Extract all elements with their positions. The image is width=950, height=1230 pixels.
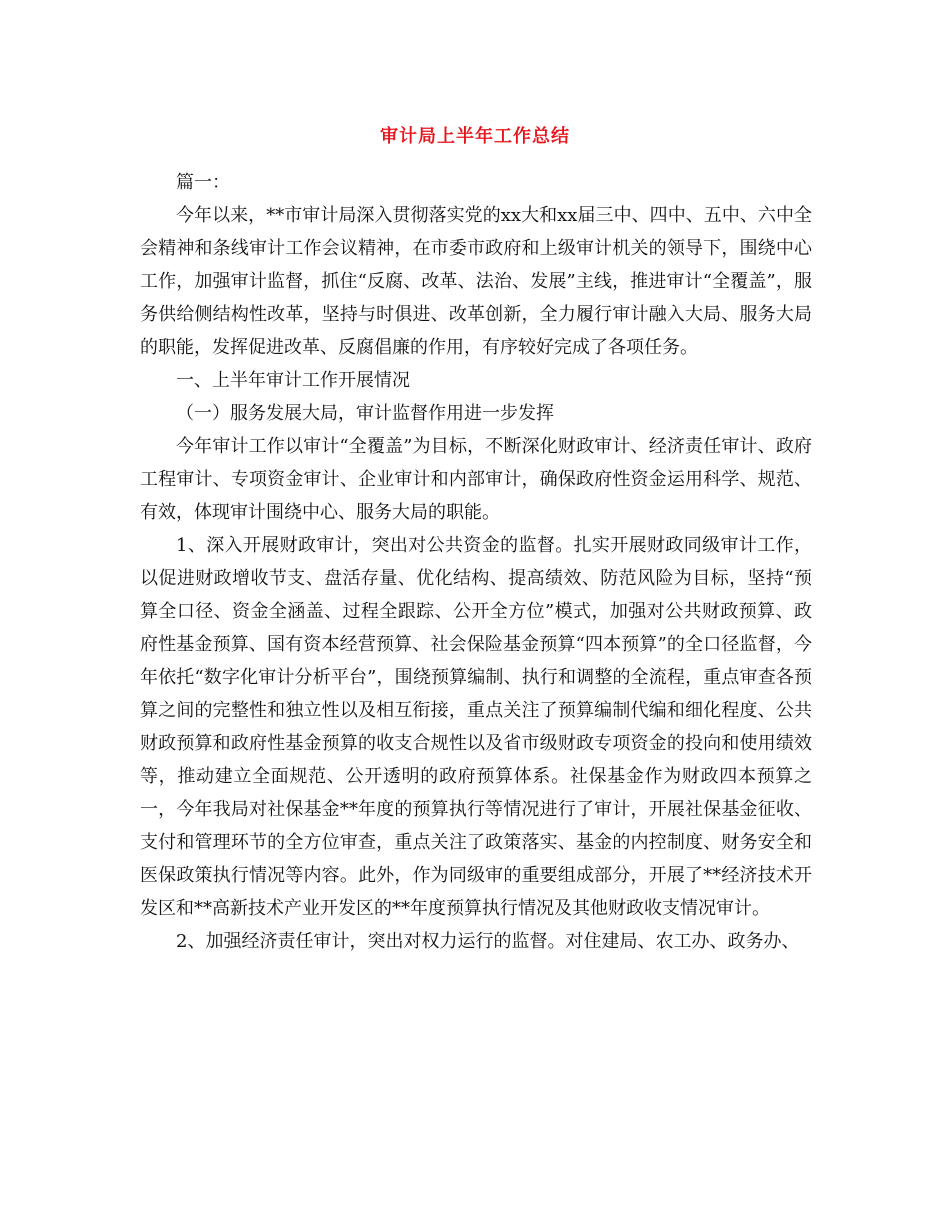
body-paragraph: 今年审计工作以审计“全覆盖”为目标，不断深化财政审计、经济责任审计、政府工程审计、专项资金审计、企业审计和内部审计，确保政府性资金运用科学、规范、有效，体现审计围绕中心、服务大局的职能。 bbox=[140, 436, 812, 523]
document-title: 审计局上半年工作总结 bbox=[380, 126, 570, 147]
body-paragraph: 1、深入开展财政审计，突出对公共资金的监督。扎实开展财政同级审计工作，以促进财政增收节支、盘活存量、优化结构、提高绩效、防范风险为目标，坚持“预算全口径、资金全涵盖、过程全跟踪、公开全方位”模式，加强对公共财政预算、政府性基金预算、国有资本经营预算、社会保险基金预算“四本预算”的全口径监督，今年依托“数字化审计分析平台”，围绕预算编制、执行和调整的全流程，重点审查各预算之间的完整性和独立性以及相互衔接，重点关注了预算编制代编和细化程度、公共财政预算和政府性基金预算的收支合规性以及省市级财政专项资金的投向和使用绩效等，推动建立全面规范、公开透明的政府预算体系。社保基金作为财政四本预算之一，今年我局对社保基金**年度的预算执行等情况进行了审计，开展社保基金征收、支付和管理环节的全方位审查，重点关注了政策落实、基金的内控制度、财务安全和医保政策执行情况等内容。此外，作为同级审的重要组成部分，开展了**经济技术开发区和**高新技术产业开发区的**年度预算执行情况及其他财政收支情况审计。 bbox=[140, 535, 812, 919]
section-label: 篇一： bbox=[176, 172, 230, 193]
body-paragraph: 今年以来，**市审计局深入贯彻落实党的xx大和xx届三中、四中、五中、六中全会精神和条线审计工作会议精神，在市委市政府和上级审计机关的领导下，围绕中心工作，加强审计监督，抓住“反腐、改革、法治、发展”主线，推进审计“全覆盖”，服务供给侧结构性改革，坚持与时俱进、改革创新，全力履行审计融入大局、服务大局的职能，发挥促进改革、反腐倡廉的作用，有序较好完成了各项任务。 bbox=[140, 205, 812, 358]
subsection-heading: （一）服务发展大局，审计监督作用进一步发挥 bbox=[176, 403, 554, 424]
document-body bbox=[140, 166, 812, 958]
section-heading: 一、上半年审计工作开展情况 bbox=[176, 370, 410, 391]
body-paragraph: 2、加强经济责任审计，突出对权力运行的监督。对住建局、农工办、政务办、 bbox=[176, 931, 800, 952]
